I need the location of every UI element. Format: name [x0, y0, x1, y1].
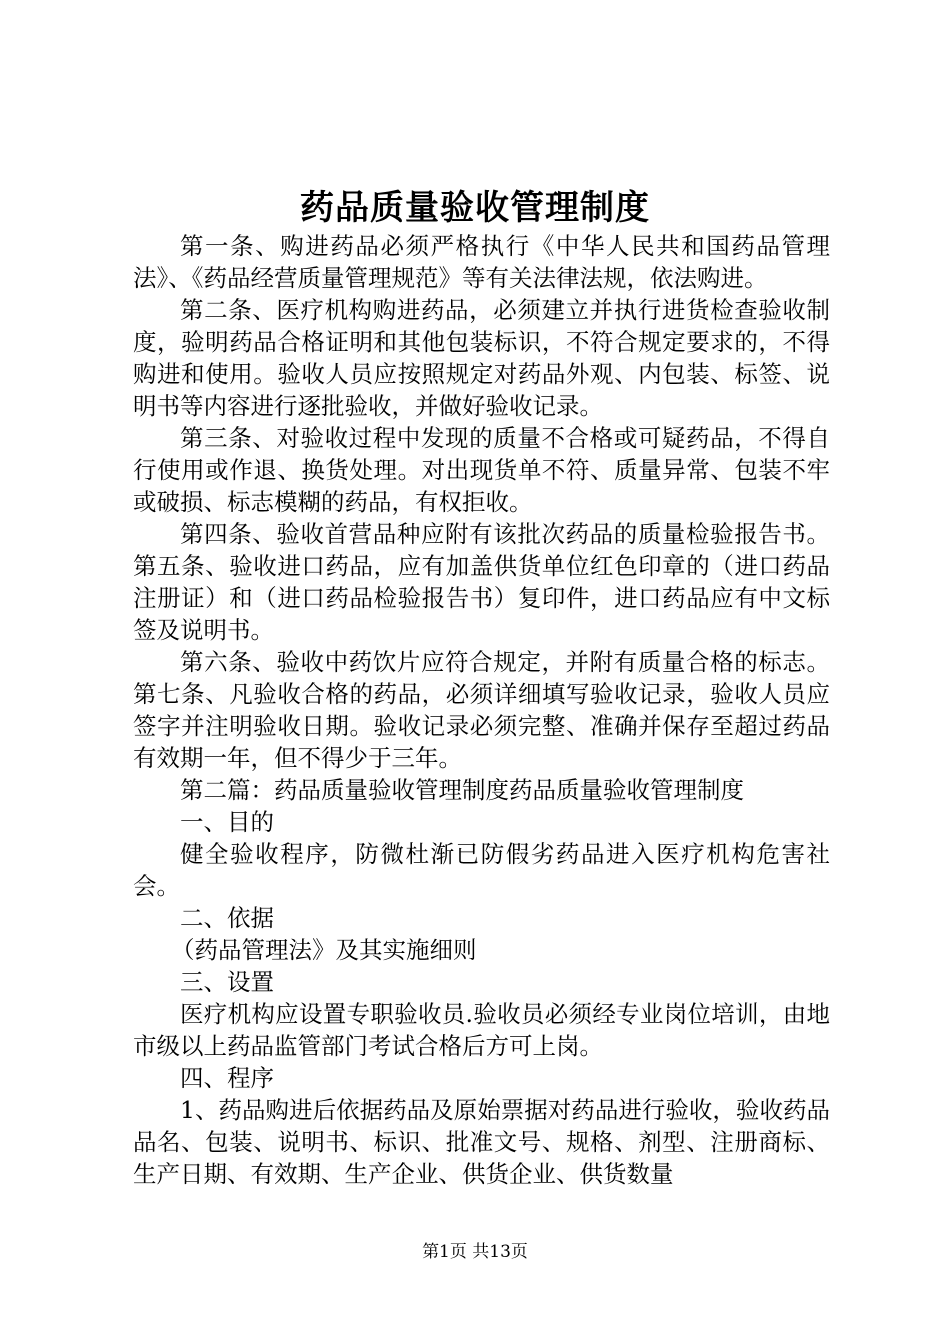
document-body	[133, 230, 830, 1190]
page-footer: 第1页 共13页	[422, 1242, 528, 1262]
paragraph-procedure-1: 1、药品购进后依据药品及原始票据对药品进行验收，验收药品品名、包装、说明书、标识、批准文号、规格、剂型、注册商标、生产日期、有效期、生产企业、供货企业、供货数量	[133, 1096, 830, 1188]
paragraph-article-4-5: 第四条、验收首营品种应附有该批次药品的质量检验报告书。第五条、验收进口药品，应有加盖供货单位红色印章的（进口药品注册证）和（进口药品检验报告书）复印件，进口药品应有中文标签及说明书。	[133, 520, 830, 644]
section-heading-part-2: 第二篇：药品质量验收管理制度药品质量验收管理制度	[180, 776, 744, 804]
paragraph-article-6-7: 第六条、验收中药饮片应符合规定，并附有质量合格的标志。第七条、凡验收合格的药品，必须详细填写验收记录，验收人员应签字并注明验收日期。验收记录必须完整、准确并保存至超过药品有效期一年，但不得少于三年。	[133, 648, 830, 772]
section-heading-setup: 三、设置	[180, 968, 274, 996]
section-heading-purpose: 一、目的	[180, 808, 274, 836]
paragraph-purpose: 健全验收程序，防微杜渐已防假劣药品进入医疗机构危害社会。	[133, 840, 830, 900]
paragraph-setup: 医疗机构应设置专职验收员.验收员必须经专业岗位培训，由地市级以上药品监管部门考试合格后方可上岗。	[133, 1000, 830, 1060]
paragraph-article-3: 第三条、对验收过程中发现的质量不合格或可疑药品，不得自行使用或作退、换货处理。对出现货单不符、质量异常、包装不牢或破损、标志模糊的药品，有权拒收。	[133, 424, 830, 516]
document-title: 药品质量验收管理制度	[300, 188, 650, 228]
section-heading-procedure: 四、程序	[180, 1064, 274, 1092]
section-heading-basis: 二、依据	[180, 904, 274, 932]
paragraph-article-1: 第一条、购进药品必须严格执行《中华人民共和国药品管理法》、《药品经营质量管理规范》等有关法律法规，依法购进。	[133, 232, 830, 292]
paragraph-article-2: 第二条、医疗机构购进药品，必须建立并执行进货检查验收制度，验明药品合格证明和其他包装标识，不符合规定要求的，不得购进和使用。验收人员应按照规定对药品外观、内包装、标签、说明书等内容进行逐批验收，并做好验收记录。	[133, 296, 830, 420]
paragraph-basis: （药品管理法》及其实施细则	[171, 936, 477, 964]
